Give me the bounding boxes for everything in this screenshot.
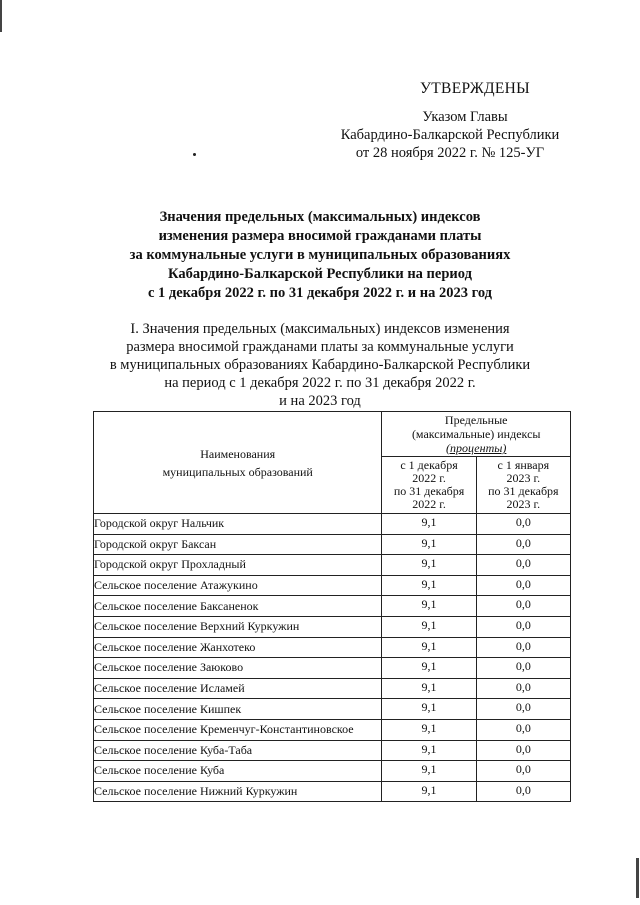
table-row [94,699,571,720]
title-line-4: Кабардино-Балкарской Республики на период [168,266,472,282]
scan-edge-mark-right [636,858,639,898]
municipality-name: Сельское поселение Заюково [94,658,382,679]
index-2023: 0,0 [476,740,570,761]
table-row [94,534,571,555]
period-2022-line-3: по 31 декабря [393,484,465,498]
title-line-1: Значения предельных (максимальных) индексов [159,209,481,225]
period-2023-line-2: 2023 г. [506,471,541,485]
section-line-5: и на 2023 год [279,393,361,409]
index-2022: 9,1 [382,699,476,720]
municipality-name: Сельское поселение Исламей [94,678,382,699]
section-line-1: I. Значения предельных (максимальных) индексов изменения [130,321,510,337]
table-row [94,637,571,658]
section-line-3: в муниципальных образованиях Кабардино-Балкарской Республики [109,357,531,373]
index-2022: 9,1 [382,596,476,617]
index-2022: 9,1 [382,740,476,761]
table-row [94,616,571,637]
municipality-name: Сельское поселение Жанхотеко [94,637,382,658]
approval-stamp-block [330,80,570,162]
index-2023: 0,0 [476,719,570,740]
table-row [94,514,571,535]
table-row [94,658,571,679]
ink-dot [193,153,196,156]
table-row [94,740,571,761]
index-2022: 9,1 [382,678,476,699]
approval-heading: УТВЕРЖДЕНЫ [420,80,530,97]
index-2023: 0,0 [476,534,570,555]
indices-column-header [382,412,571,457]
index-2023: 0,0 [476,781,570,802]
section-line-4: на период с 1 декабря 2022 г. по 31 декабря 2022 г. [164,375,476,391]
table-row [94,781,571,802]
period-2023-line-4: 2023 г. [506,497,541,511]
period-2023-line-3: по 31 декабря [488,484,559,498]
index-2022: 9,1 [382,555,476,576]
municipality-name: Городской округ Прохладный [94,555,382,576]
title-line-5: с 1 декабря 2022 г. по 31 декабря 2022 г. и на 2023 год [147,285,493,301]
section-heading [100,320,540,410]
index-2022: 9,1 [382,761,476,782]
name-header-line-2: муниципальных образований [162,464,313,479]
table-row [94,761,571,782]
approval-decree: Указом Главы [422,109,508,125]
index-2022: 9,1 [382,575,476,596]
municipality-name: Сельское поселение Нижний Куркужин [94,781,382,802]
index-2022: 9,1 [382,637,476,658]
index-2023: 0,0 [476,596,570,617]
municipality-name: Сельское поселение Кременчуг-Константиновское [94,719,382,740]
table-row [94,555,571,576]
index-2022: 9,1 [382,534,476,555]
period-2022-line-2: 2022 г. [412,471,446,485]
index-2023: 0,0 [476,678,570,699]
municipality-name: Сельское поселение Куба [94,761,382,782]
approval-date: от 28 ноября 2022 г. № 125-УГ [355,145,545,161]
municipality-name: Городской округ Баксан [94,534,382,555]
table-row [94,596,571,617]
indices-header-line-2: (максимальные) индексы [411,427,541,441]
index-2023: 0,0 [476,658,570,679]
scan-edge-mark-left [0,0,2,32]
document-title [100,208,540,303]
index-2022: 9,1 [382,719,476,740]
index-2023: 0,0 [476,637,570,658]
title-line-2: изменения размера вносимой гражданами платы [158,228,482,244]
section-line-2: размера вносимой гражданами платы за коммунальные услуги [126,339,514,355]
period-2022-line-1: с 1 декабря [400,458,458,472]
table-row [94,575,571,596]
municipality-name: Сельское поселение Кишпек [94,699,382,720]
municipality-name: Городской округ Нальчик [94,514,382,535]
index-2023: 0,0 [476,761,570,782]
index-2023: 0,0 [476,575,570,596]
period-2023-line-1: с 1 января [497,458,550,472]
indices-unit: (проценты) [446,441,507,455]
table-row [94,719,571,740]
index-2022: 9,1 [382,616,476,637]
name-header-line-1: Наименования [200,446,276,461]
municipality-name: Сельское поселение Верхний Куркужин [94,616,382,637]
index-2023: 0,0 [476,514,570,535]
period-2023-header [476,457,570,514]
indices-header-line-1: Предельные [444,413,508,427]
period-2022-header [382,457,476,514]
indices-table [93,411,571,802]
table-row [94,678,571,699]
index-2022: 9,1 [382,658,476,679]
approval-republic: Кабардино-Балкарской Республики [340,127,560,143]
municipality-name: Сельское поселение Баксаненок [94,596,382,617]
index-2023: 0,0 [476,616,570,637]
municipality-name: Сельское поселение Атажукино [94,575,382,596]
period-2022-line-4: 2022 г. [412,497,446,511]
municipality-name: Сельское поселение Куба-Таба [94,740,382,761]
index-2023: 0,0 [476,555,570,576]
name-column-header [94,412,382,514]
index-2023: 0,0 [476,699,570,720]
title-line-3: за коммунальные услуги в муниципальных образованиях [129,247,511,263]
index-2022: 9,1 [382,781,476,802]
index-2022: 9,1 [382,514,476,535]
